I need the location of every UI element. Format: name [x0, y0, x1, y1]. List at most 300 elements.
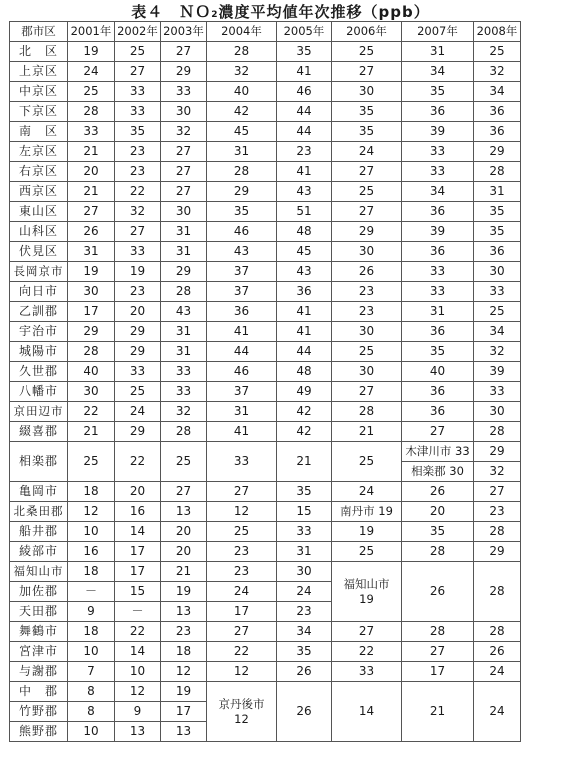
value-2006: 22	[332, 642, 402, 662]
table-row	[10, 182, 521, 202]
title-subscript: 2	[211, 10, 219, 20]
value-2008: 28	[474, 162, 521, 182]
value-2005: 42	[277, 422, 332, 442]
value-2003: 30	[161, 202, 207, 222]
value-2008: 28	[474, 422, 521, 442]
value-2004: 42	[207, 102, 277, 122]
value-2007: 40	[402, 362, 474, 382]
value-2007: 33	[402, 162, 474, 182]
value-2002: 14	[115, 642, 161, 662]
value-2001: 17	[68, 302, 115, 322]
table-row	[10, 142, 521, 162]
value-2007: 17	[402, 662, 474, 682]
value-2001: 8	[68, 682, 115, 702]
value-2001: 18	[68, 482, 115, 502]
value-2001: 19	[68, 42, 115, 62]
value-2002: 27	[115, 62, 161, 82]
value-2004: 41	[207, 422, 277, 442]
value-2001: 40	[68, 362, 115, 382]
value-2008: 25	[474, 302, 521, 322]
value-2006: 14	[332, 682, 402, 742]
value-2007: 36	[402, 322, 474, 342]
value-2001: 25	[68, 82, 115, 102]
value-2007: 35	[402, 342, 474, 362]
value-2007: 39	[402, 122, 474, 142]
value-2004: 12	[207, 662, 277, 682]
region-name: 城陽市	[10, 342, 68, 362]
value-2001: 21	[68, 142, 115, 162]
value-2008: 33	[474, 282, 521, 302]
value-2005: 35	[277, 42, 332, 62]
value-2005: 34	[277, 622, 332, 642]
value-2001: 27	[68, 202, 115, 222]
value-2002: 17	[115, 542, 161, 562]
value-2006: 24	[332, 482, 402, 502]
region-name: 東山区	[10, 202, 68, 222]
value-2001: 21	[68, 182, 115, 202]
value-2005: 46	[277, 82, 332, 102]
value-2007-soraku: 相楽郡 30	[402, 462, 474, 482]
value-2004: 37	[207, 382, 277, 402]
value-2005: 23	[277, 142, 332, 162]
region-name: 相楽郡	[10, 442, 68, 482]
table-row	[10, 482, 521, 502]
table-row	[10, 362, 521, 382]
value-2001: 29	[68, 322, 115, 342]
value-2008: 25	[474, 42, 521, 62]
value-2001: 24	[68, 62, 115, 82]
merged-city-value: 19	[359, 591, 374, 606]
value-2003: 20	[161, 522, 207, 542]
value-2002: 23	[115, 142, 161, 162]
value-2002: 23	[115, 162, 161, 182]
value-2008: 36	[474, 102, 521, 122]
value-2008-soraku: 32	[474, 462, 521, 482]
region-name: 加佐郡	[10, 582, 68, 602]
value-2005: 33	[277, 522, 332, 542]
value-2008: 34	[474, 322, 521, 342]
value-2007: 28	[402, 622, 474, 642]
region-name: 北桑田郡	[10, 502, 68, 522]
table-row	[10, 282, 521, 302]
value-2008: 28	[474, 562, 521, 622]
value-2005: 44	[277, 342, 332, 362]
value-2005: 35	[277, 642, 332, 662]
value-2006: 25	[332, 342, 402, 362]
table-row	[10, 162, 521, 182]
value-2006: 27	[332, 162, 402, 182]
value-2007: 20	[402, 502, 474, 522]
value-2007: 39	[402, 222, 474, 242]
value-2008: 34	[474, 82, 521, 102]
value-2003: 27	[161, 42, 207, 62]
value-2006: 30	[332, 82, 402, 102]
region-name: 宇治市	[10, 322, 68, 342]
region-name: 熊野郡	[10, 722, 68, 742]
region-name: 左京区	[10, 142, 68, 162]
header-row	[10, 22, 521, 42]
value-2006: 27	[332, 622, 402, 642]
value-2006: 21	[332, 422, 402, 442]
value-2006: 27	[332, 202, 402, 222]
value-2007: 31	[402, 42, 474, 62]
value-2007: 36	[402, 382, 474, 402]
table-row	[10, 222, 521, 242]
value-2003: 28	[161, 422, 207, 442]
value-2001: 22	[68, 402, 115, 422]
value-2004: 45	[207, 122, 277, 142]
value-2001: 19	[68, 262, 115, 282]
header-2002: 2002年	[115, 22, 161, 42]
region-name: 綾部市	[10, 542, 68, 562]
region-name: 山科区	[10, 222, 68, 242]
value-2004-kyotango-merged	[207, 682, 277, 742]
value-2004: 43	[207, 242, 277, 262]
header-2003: 2003年	[161, 22, 207, 42]
value-2003: 31	[161, 242, 207, 262]
value-2006: 27	[332, 62, 402, 82]
value-2002: 32	[115, 202, 161, 222]
value-2008: 32	[474, 342, 521, 362]
table-row	[10, 522, 521, 542]
region-name: 北 区	[10, 42, 68, 62]
value-2004: 31	[207, 402, 277, 422]
value-2004: 41	[207, 322, 277, 342]
table-row-soraku-a	[10, 442, 521, 462]
value-2005: 24	[277, 582, 332, 602]
region-name: 亀岡市	[10, 482, 68, 502]
value-2006: 19	[332, 522, 402, 542]
value-2002: 22	[115, 622, 161, 642]
value-2007: 35	[402, 82, 474, 102]
value-2003: 28	[161, 282, 207, 302]
value-2006: 24	[332, 142, 402, 162]
value-2001: －	[68, 582, 115, 602]
value-2002: 20	[115, 482, 161, 502]
value-2004: 28	[207, 162, 277, 182]
value-2006: 25	[332, 182, 402, 202]
value-2001: 7	[68, 662, 115, 682]
value-2001: 10	[68, 722, 115, 742]
value-2008: 35	[474, 222, 521, 242]
value-2008-kizugawa: 29	[474, 442, 521, 462]
value-2002: －	[115, 602, 161, 622]
value-2003: 31	[161, 222, 207, 242]
value-2006: 30	[332, 242, 402, 262]
value-2004: 29	[207, 182, 277, 202]
value-2007: 26	[402, 482, 474, 502]
value-2002: 29	[115, 322, 161, 342]
header-2006: 2006年	[332, 22, 402, 42]
value-2006: 30	[332, 362, 402, 382]
value-2007: 36	[402, 402, 474, 422]
value-2003: 29	[161, 262, 207, 282]
value-2007: 34	[402, 182, 474, 202]
value-2002: 25	[115, 42, 161, 62]
value-2002: 29	[115, 342, 161, 362]
value-2004: 36	[207, 302, 277, 322]
value-2002: 33	[115, 82, 161, 102]
region-name: 上京区	[10, 62, 68, 82]
header-2001: 2001年	[68, 22, 115, 42]
value-2004: 35	[207, 202, 277, 222]
value-2006: 35	[332, 102, 402, 122]
header-2005: 2005年	[277, 22, 332, 42]
table-row	[10, 82, 521, 102]
value-2007: 36	[402, 202, 474, 222]
value-2002: 13	[115, 722, 161, 742]
table-row	[10, 42, 521, 62]
region-name: 福知山市	[10, 562, 68, 582]
table-row	[10, 102, 521, 122]
value-2005: 44	[277, 122, 332, 142]
table-row	[10, 642, 521, 662]
region-name: 西京区	[10, 182, 68, 202]
value-2008: 36	[474, 242, 521, 262]
value-2001: 28	[68, 342, 115, 362]
value-2003: 20	[161, 542, 207, 562]
value-2008: 23	[474, 502, 521, 522]
value-2002: 17	[115, 562, 161, 582]
value-2007: 27	[402, 422, 474, 442]
value-2006: 25	[332, 542, 402, 562]
value-2003: 32	[161, 402, 207, 422]
region-name: 中京区	[10, 82, 68, 102]
value-2007: 33	[402, 262, 474, 282]
value-2004: 46	[207, 222, 277, 242]
header-2008: 2008年	[474, 22, 521, 42]
value-2001: 28	[68, 102, 115, 122]
table-row	[10, 302, 521, 322]
value-2002: 33	[115, 362, 161, 382]
table-row	[10, 202, 521, 222]
value-2003: 30	[161, 102, 207, 122]
value-2005: 41	[277, 62, 332, 82]
value-2003: 13	[161, 502, 207, 522]
region-name: 京田辺市	[10, 402, 68, 422]
value-2005: 43	[277, 262, 332, 282]
title-suffix: 濃度平均値年次推移（ppb）	[218, 3, 430, 21]
value-2001: 26	[68, 222, 115, 242]
value-2002: 15	[115, 582, 161, 602]
value-2002: 33	[115, 102, 161, 122]
value-2001: 10	[68, 522, 115, 542]
table-title	[0, 1, 561, 22]
no2-table	[9, 21, 521, 742]
table-row-fukuchiyama	[10, 562, 521, 582]
value-2004: 23	[207, 542, 277, 562]
value-2005: 26	[277, 662, 332, 682]
value-2001: 21	[68, 422, 115, 442]
value-2006: 23	[332, 302, 402, 322]
value-2008: 24	[474, 682, 521, 742]
value-2008: 35	[474, 202, 521, 222]
value-2001: 33	[68, 122, 115, 142]
value-2003: 18	[161, 642, 207, 662]
value-2005: 21	[277, 442, 332, 482]
value-2005: 31	[277, 542, 332, 562]
value-2003: 25	[161, 442, 207, 482]
table-row	[10, 662, 521, 682]
value-2006: 28	[332, 402, 402, 422]
table-row	[10, 262, 521, 282]
value-2007: 27	[402, 642, 474, 662]
value-2005: 23	[277, 602, 332, 622]
value-2003: 19	[161, 582, 207, 602]
value-2008: 26	[474, 642, 521, 662]
value-2004: 17	[207, 602, 277, 622]
value-2003: 27	[161, 182, 207, 202]
region-name: 久世郡	[10, 362, 68, 382]
value-2005: 48	[277, 362, 332, 382]
value-2005: 43	[277, 182, 332, 202]
value-2001: 31	[68, 242, 115, 262]
value-2004: 40	[207, 82, 277, 102]
value-2003: 23	[161, 622, 207, 642]
value-2001: 20	[68, 162, 115, 182]
value-2005: 49	[277, 382, 332, 402]
value-2005: 30	[277, 562, 332, 582]
value-2006: 29	[332, 222, 402, 242]
region-name: 綴喜郡	[10, 422, 68, 442]
table-row-naka	[10, 682, 521, 702]
value-2005: 41	[277, 302, 332, 322]
value-2008: 32	[474, 62, 521, 82]
region-name: 乙訓郡	[10, 302, 68, 322]
value-2006-nantan: 南丹市 19	[332, 502, 402, 522]
value-2007: 36	[402, 102, 474, 122]
value-2007: 36	[402, 242, 474, 262]
table-row	[10, 622, 521, 642]
table-row	[10, 322, 521, 342]
value-2005: 44	[277, 102, 332, 122]
table-row	[10, 382, 521, 402]
value-2008: 27	[474, 482, 521, 502]
value-2004: 32	[207, 62, 277, 82]
value-2003: 17	[161, 702, 207, 722]
value-2002: 35	[115, 122, 161, 142]
value-2008: 33	[474, 382, 521, 402]
region-name: 与謝郡	[10, 662, 68, 682]
value-2002: 33	[115, 242, 161, 262]
value-2001: 9	[68, 602, 115, 622]
value-2003: 12	[161, 662, 207, 682]
value-2004: 22	[207, 642, 277, 662]
value-2008: 36	[474, 122, 521, 142]
region-name: 宮津市	[10, 642, 68, 662]
region-name: 船井郡	[10, 522, 68, 542]
region-name: 舞鶴市	[10, 622, 68, 642]
value-2004: 27	[207, 482, 277, 502]
table-row	[10, 242, 521, 262]
value-2003: 32	[161, 122, 207, 142]
value-2008: 28	[474, 522, 521, 542]
table-row	[10, 122, 521, 142]
value-2007: 34	[402, 62, 474, 82]
value-2006: 23	[332, 282, 402, 302]
value-2006: 35	[332, 122, 402, 142]
value-2004: 24	[207, 582, 277, 602]
value-2005: 35	[277, 482, 332, 502]
value-2001: 30	[68, 282, 115, 302]
header-2007: 2007年	[402, 22, 474, 42]
value-2007: 35	[402, 522, 474, 542]
value-2004: 12	[207, 502, 277, 522]
value-2005: 15	[277, 502, 332, 522]
value-2008: 30	[474, 402, 521, 422]
value-2004: 25	[207, 522, 277, 542]
value-2005: 45	[277, 242, 332, 262]
value-2007: 33	[402, 282, 474, 302]
value-2006: 33	[332, 662, 402, 682]
value-2002: 20	[115, 302, 161, 322]
value-2002: 12	[115, 682, 161, 702]
region-name: 向日市	[10, 282, 68, 302]
table-row	[10, 342, 521, 362]
region-name: 中 郡	[10, 682, 68, 702]
value-2003: 31	[161, 342, 207, 362]
value-2008: 30	[474, 262, 521, 282]
table-row	[10, 422, 521, 442]
header-region: 郡市区	[10, 22, 68, 42]
value-2008: 39	[474, 362, 521, 382]
region-name: 長岡京市	[10, 262, 68, 282]
table-row	[10, 542, 521, 562]
value-2003: 27	[161, 162, 207, 182]
value-2003: 19	[161, 682, 207, 702]
value-2005: 48	[277, 222, 332, 242]
value-2002: 25	[115, 382, 161, 402]
value-2007: 26	[402, 562, 474, 622]
value-2002: 14	[115, 522, 161, 542]
value-2001: 18	[68, 622, 115, 642]
value-2004: 28	[207, 42, 277, 62]
value-2001: 8	[68, 702, 115, 722]
value-2006: 27	[332, 382, 402, 402]
table-row	[10, 62, 521, 82]
value-2008: 28	[474, 622, 521, 642]
value-2007-kizugawa: 木津川市 33	[402, 442, 474, 462]
value-2007: 33	[402, 142, 474, 162]
value-2002: 22	[115, 182, 161, 202]
table-row-kitakuwada	[10, 502, 521, 522]
value-2002: 23	[115, 282, 161, 302]
value-2004: 37	[207, 262, 277, 282]
region-name: 伏見区	[10, 242, 68, 262]
value-2002: 9	[115, 702, 161, 722]
merged-city-label: 福知山市	[343, 576, 390, 591]
value-2001: 25	[68, 442, 115, 482]
value-2007: 21	[402, 682, 474, 742]
merged-city-label: 京丹後市	[218, 696, 265, 711]
value-2005: 51	[277, 202, 332, 222]
value-2003: 31	[161, 322, 207, 342]
value-2004: 23	[207, 562, 277, 582]
value-2003: 27	[161, 142, 207, 162]
merged-city-value: 12	[234, 711, 249, 726]
value-2003: 13	[161, 602, 207, 622]
value-2005: 41	[277, 162, 332, 182]
value-2003: 27	[161, 482, 207, 502]
value-2002: 10	[115, 662, 161, 682]
value-2008: 29	[474, 542, 521, 562]
value-2003: 21	[161, 562, 207, 582]
title-prefix: 表４ ＮＯ	[131, 3, 212, 21]
value-2002: 27	[115, 222, 161, 242]
value-2003: 33	[161, 362, 207, 382]
value-2006: 25	[332, 442, 402, 482]
value-2001: 18	[68, 562, 115, 582]
